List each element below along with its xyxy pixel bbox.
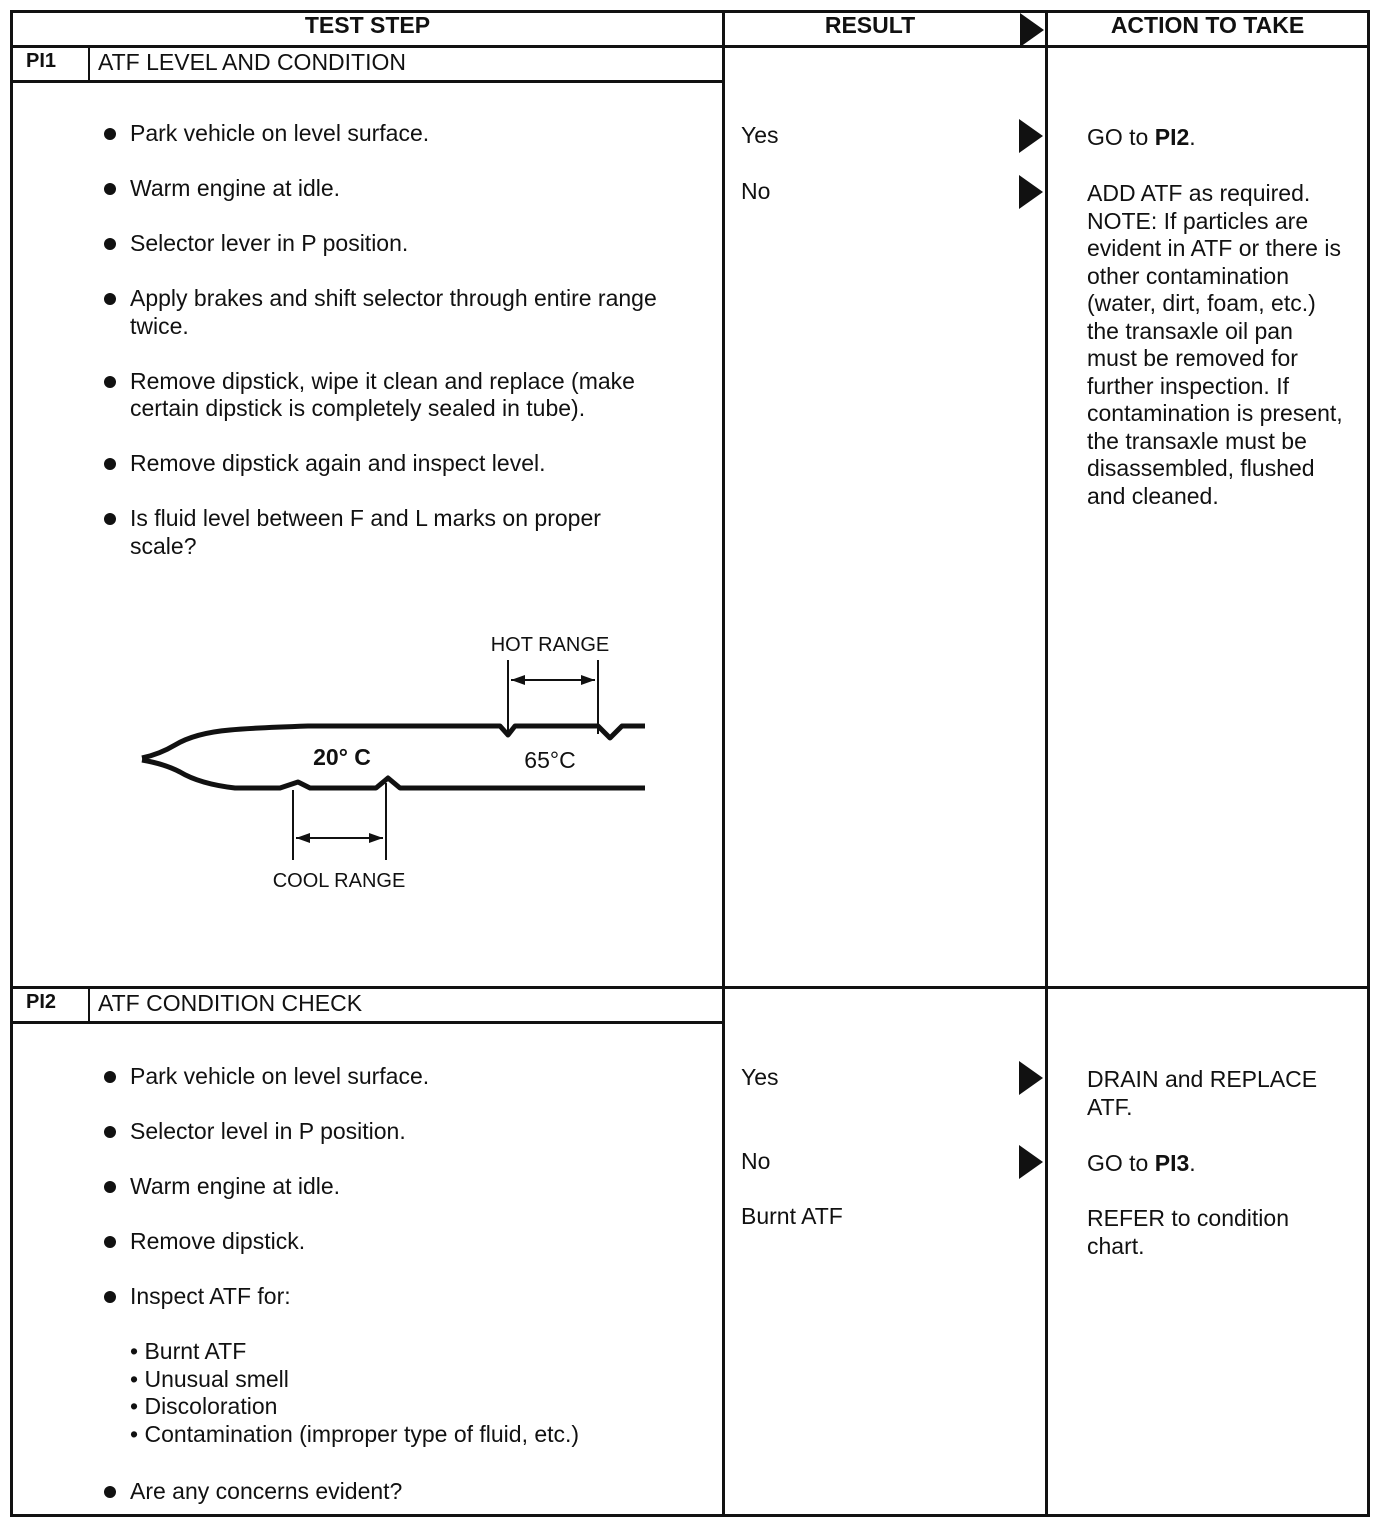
pi2-sub-bullet-list	[130, 1338, 579, 1448]
list-item: Selector lever in P position.	[100, 230, 710, 258]
pi2-final-bullet	[100, 1478, 710, 1533]
pi1-bullet-list	[100, 120, 710, 588]
pi2-action-burnt: REFER to condition chart.	[1087, 1205, 1289, 1259]
pi2-result-yes: Yes	[741, 1064, 779, 1090]
step-id-pi1: PI1	[26, 50, 57, 72]
sub-bullet-text: Unusual smell	[144, 1365, 289, 1392]
list-item: • Burnt ATF	[130, 1338, 247, 1364]
list-item: Park vehicle on level surface.	[100, 120, 710, 148]
step-id-pi2: PI2	[26, 991, 57, 1013]
dipstick-diagram	[130, 620, 690, 900]
header-result: RESULT	[824, 12, 916, 38]
header-divider	[10, 45, 1370, 48]
sub-bullet-text: Burnt ATF	[144, 1338, 247, 1364]
list-item: Remove dipstick.	[100, 1228, 710, 1256]
pi1-no-arrow-icon	[1019, 175, 1043, 209]
pi2-action-no	[1087, 1150, 1349, 1178]
step-title-pi2: ATF CONDITION CHECK	[98, 990, 363, 1016]
step-title-pi1: ATF LEVEL AND CONDITION	[98, 49, 406, 75]
list-item: Selector level in P position.	[100, 1118, 710, 1146]
pi2-action-yes: DRAIN and REPLACE ATF.	[1087, 1066, 1318, 1120]
pi1-action-yes-suffix: .	[1189, 124, 1196, 150]
list-item: • Contamination (improper type of fluid, etc.)	[130, 1420, 580, 1447]
pi1-result-no: No	[741, 178, 771, 204]
list-item: • Unusual smell	[130, 1365, 289, 1392]
sub-bullet-text: Discoloration	[144, 1393, 278, 1419]
header-action: ACTION TO TAKE	[1110, 12, 1305, 38]
pi2-title-divider	[10, 1021, 724, 1024]
pi1-title-divider	[10, 80, 724, 83]
column-divider-1	[722, 10, 725, 1517]
list-item: Is fluid level between F and L marks on proper scale?	[100, 505, 650, 560]
list-item: Are any concerns evident?	[100, 1478, 710, 1506]
pi2-no-arrow-icon	[1019, 1145, 1043, 1179]
table-border-right	[1367, 10, 1370, 1517]
cool-range-label: COOL RANGE	[272, 870, 406, 892]
hot-temp-label: 65°C	[524, 747, 576, 773]
list-item: Warm engine at idle.	[100, 175, 710, 203]
header-test-step: TEST STEP	[304, 12, 431, 38]
pi1-result-yes: Yes	[741, 122, 779, 148]
pi1-action-yes-target: PI2	[1154, 124, 1190, 150]
hot-range-label: HOT RANGE	[490, 634, 610, 656]
list-item: Remove dipstick, wipe it clean and replace (make certain dipstick is completely sealed in tube).	[100, 368, 710, 423]
pi2-result-no: No	[741, 1148, 771, 1174]
pi1-action-yes-prefix: GO to	[1087, 124, 1155, 150]
list-item: Warm engine at idle.	[100, 1173, 710, 1201]
pi1-id-divider	[88, 45, 90, 82]
sub-bullet-text: Contamination (improper type of fluid, etc.)	[144, 1420, 580, 1447]
pi2-yes-arrow-icon	[1019, 1061, 1043, 1095]
pi2-action-no-prefix: GO to	[1087, 1150, 1155, 1176]
list-item: Park vehicle on level surface.	[100, 1063, 710, 1091]
table-border-left	[10, 10, 13, 1517]
pi2-action-no-target: PI3	[1154, 1150, 1190, 1176]
cool-temp-label: 20° C	[313, 744, 371, 770]
pi1-action-no: ADD ATF as required. NOTE: If particles are evident in ATF or there is other contamination (water, dirt, foam, etc.) the transaxle oil pan must be removed for further inspection. If contamination is present, the transaxle must be disassembled, flushed and cleaned.	[1087, 180, 1343, 509]
pi2-id-divider	[88, 986, 90, 1023]
list-item: Apply brakes and shift selector through entire range twice.	[100, 285, 710, 340]
pi1-action-yes	[1087, 124, 1349, 152]
pi2-action-no-suffix: .	[1189, 1150, 1196, 1176]
pi2-bullet-list	[100, 1063, 710, 1338]
section-divider	[10, 986, 1370, 989]
column-divider-2	[1045, 10, 1048, 1517]
list-item: • Discoloration	[130, 1393, 278, 1419]
header-arrow-icon	[1020, 13, 1044, 47]
list-item: Inspect ATF for:	[100, 1283, 710, 1311]
list-item: Remove dipstick again and inspect level.	[100, 450, 710, 478]
pi2-result-burnt: Burnt ATF	[741, 1203, 843, 1229]
pi1-yes-arrow-icon	[1019, 119, 1043, 153]
